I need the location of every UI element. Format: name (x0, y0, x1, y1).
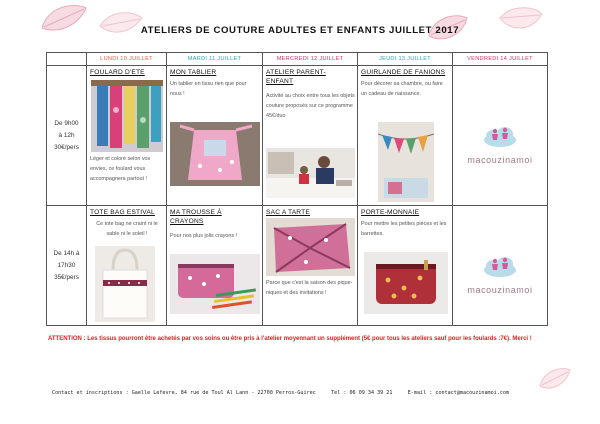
header-row (47, 53, 548, 66)
workshop-sac-tarte (263, 206, 358, 326)
workshop-title: TOTE BAG ESTIVAL (90, 209, 155, 216)
attention-note: ATTENTION : Les tissus pourront être achetés par vos soins ou être pris à l'atelier moyennant un supplément (5€ pour tous les ateliers sauf pour les foulards :7€). Merci ! (48, 336, 532, 342)
afternoon-price: 35€/pers (54, 273, 79, 281)
workshop-title: SAC A TARTE (266, 209, 310, 216)
workshop-description: Pour décorer sa chambre, ou faire un cadeau de naissance. (361, 81, 443, 97)
workshop-trousse (167, 206, 263, 326)
workshop-description: Léger et coloré selon vos envies, ce foulard vous accompagnera partout ! (90, 156, 151, 182)
cloud-figures-logo-icon (480, 124, 520, 150)
workshop-description: Pour mettre les petites pièces et les barrettes. (361, 221, 447, 237)
coin-purse-photo (364, 252, 448, 314)
tote-bag-photo (95, 246, 155, 322)
morning-time-end: à 12h (58, 131, 75, 139)
workshop-tablier (167, 66, 263, 206)
morning-time: De 9h00 (54, 119, 79, 127)
logo-cell-afternoon (453, 206, 548, 326)
day-header-monday: LUNDI 10 JUILLET (87, 53, 167, 66)
day-header-wednesday: MERCREDI 12 JUILLET (263, 53, 358, 66)
workshop-description: Un tablier en tissu rien que pour nous ! (170, 81, 247, 97)
workshop-porte-monnaie (358, 206, 453, 326)
workshop-title: GUIRLANDE DE FANIONS (361, 69, 446, 76)
schedule-table (46, 52, 548, 326)
header-empty-cell (47, 53, 87, 66)
workshop-tote-bag (87, 206, 167, 326)
afternoon-time-end: 17h30 (57, 261, 76, 269)
logo-cell-morning (453, 66, 548, 206)
workshop-description: Ce tote bag ne craint ni le sable ni le soleil ! (96, 221, 158, 237)
logo (453, 254, 547, 295)
workshop-title: PORTE-MONNAIE (361, 209, 420, 216)
morning-price: 30€/pers (54, 143, 79, 151)
page-title: ATELIERS DE COUTURE ADULTES ET ENFANTS JUILLET 2017 (140, 25, 460, 36)
workshop-title: MON TABLIER (170, 69, 217, 76)
footer-email: E-mail : contact@macouzinamoi.com (407, 390, 509, 396)
workshop-title: FOULARD D'ETE (90, 69, 145, 76)
logo-text: macouzinamoi (467, 285, 533, 295)
workshop-title: ATELIER PARENT-ENFANT (266, 69, 326, 85)
footer-phone: Tel : 06 09 34 39 21 (331, 390, 393, 396)
workshop-guirlande (358, 66, 453, 206)
workshop-description: Activité au choix entre tous les objets couture proposés sur ce programme 45€/duo (266, 93, 355, 119)
afternoon-time-cell (47, 206, 87, 326)
afternoon-row (47, 206, 548, 326)
scarf-photo (91, 80, 163, 152)
pencil-case-photo (170, 254, 260, 314)
parent-child-photo (266, 148, 355, 198)
workshop-description: Pour nos plus jolis crayons ! (170, 233, 238, 239)
logo (453, 124, 547, 165)
footer (52, 390, 509, 396)
morning-time-cell (47, 66, 87, 206)
day-header-thursday: JEUDI 13 JUILLET (358, 53, 453, 66)
workshop-foulard (87, 66, 167, 206)
footer-contact: Contact et inscriptions : Gaelle Lefevre, 84 rue de Toul Al Lann - 22700 Perros-Guirec (52, 390, 316, 396)
leaf-decoration-bottom-right-icon (538, 366, 572, 392)
workshop-title: MA TROUSSE À CRAYONS (170, 209, 222, 225)
workshop-description: Parce que c'est la saison des pique-niques et des invitations ! (266, 280, 353, 296)
workshop-parent-enfant (263, 66, 358, 206)
apron-photo (170, 122, 260, 186)
bunting-photo (378, 122, 434, 202)
morning-row (47, 66, 548, 206)
logo-text: macouzinamoi (467, 155, 533, 165)
pie-bag-photo (266, 218, 355, 276)
afternoon-time: De 14h à (53, 249, 80, 257)
day-header-tuesday: MARDI 11 JUILLET (167, 53, 263, 66)
day-header-friday: VENDREDI 14 JUILLET (453, 53, 548, 66)
cloud-figures-logo-icon (480, 254, 520, 280)
